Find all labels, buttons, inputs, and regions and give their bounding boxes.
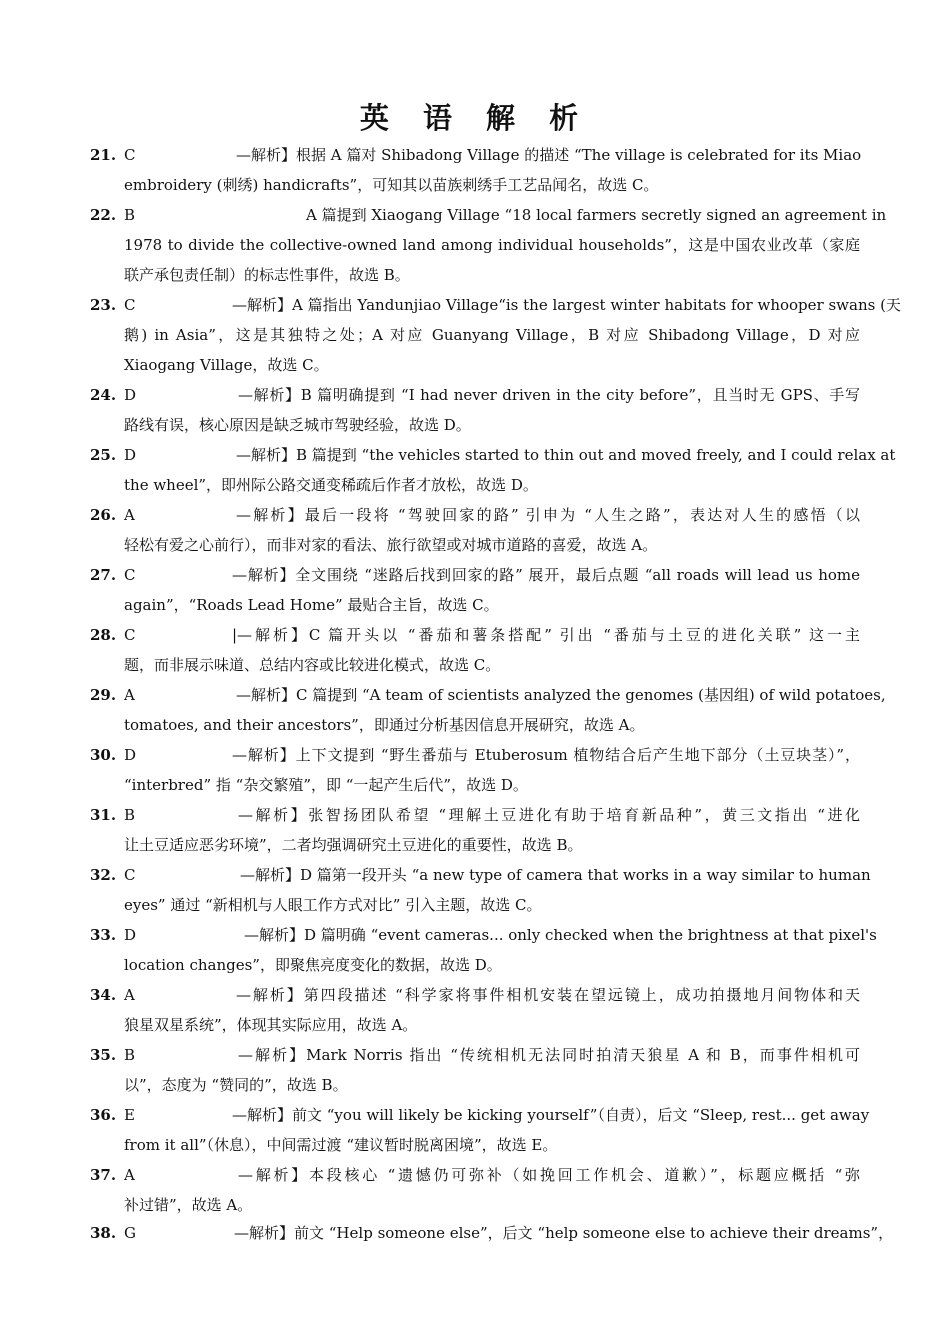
answer-choice: G — [124, 1224, 136, 1242]
explanation-continued: 1978 to divide the collective-owned land among individual households”，这是中国农业改革（家庭联产承包责任制）的标志性事件，故选 B。 — [124, 236, 860, 284]
explanation-continued: “interbred” 指 “杂交繁殖”，即 “一起产生后代”，故选 D。 — [124, 776, 528, 794]
explanation-first-line: —解析】D 篇第一段开头 “a new type of camera that works in a way similar to human — [240, 866, 871, 884]
answer-first-line — [90, 740, 860, 770]
answer-choice: D — [124, 746, 137, 764]
answer-item — [90, 1160, 860, 1220]
answer-item — [90, 860, 871, 920]
question-number: 37. — [90, 1166, 117, 1184]
explanation-first-line: |—解析】C 篇开头以 “番茄和薯条搭配” 引出 “番茄与土豆的进化关联” 这一主 — [232, 626, 860, 644]
explanation-first-line: —解析】Mark Norris 指出 “传统相机无法同时拍清天狼星 A 和 B，而事件相机可 — [238, 1046, 860, 1064]
explanation-first-line: —解析】B 篇明确提到 “I had never driven in the city before”，且当时无 GPS、手写 — [238, 386, 860, 404]
question-number: 35. — [90, 1046, 117, 1064]
question-number: 29. — [90, 686, 117, 704]
answer-first-line — [90, 200, 887, 230]
explanation-continued: 让土豆适应恶劣环境”，二者均强调研究土豆进化的重要性，故选 B。 — [124, 836, 583, 854]
answer-first-line — [90, 440, 896, 470]
question-number: 36. — [90, 1106, 117, 1124]
explanation-continued: 题，而非展示味道、总结内容或比较进化模式，故选 C。 — [124, 656, 501, 674]
answer-choice: B — [124, 1046, 136, 1064]
answer-choice: A — [124, 1166, 135, 1184]
answer-first-line — [90, 980, 860, 1010]
explanation-first-line: —解析】第四段描述 “科学家将事件相机安装在望远镜上，成功拍摄地月间物体和天 — [236, 986, 860, 1004]
answer-first-line — [90, 290, 901, 320]
explanation-first-line: A 篇提到 Xiaogang Village “18 local farmers secretly signed an agreement in — [306, 206, 887, 224]
explanation-continued: from it all”（休息），中间需过渡 “建议暂时脱离困境”，故选 E。 — [124, 1136, 558, 1154]
explanation-continued: 以”，态度为 “赞同的”，故选 B。 — [124, 1076, 348, 1094]
explanation-first-line: —解析】前文 “Help someone else”，后文 “help someone else to achieve their dreams”， — [234, 1224, 894, 1242]
answer-choice: A — [124, 686, 135, 704]
answer-item — [90, 140, 860, 200]
answer-choice: D — [124, 386, 137, 404]
answer-first-line — [90, 1040, 860, 1070]
explanation-first-line: —解析】根据 A 篇对 Shibadong Village 的描述 “The village is celebrated for its Miao — [236, 146, 862, 164]
answer-first-line — [90, 1218, 894, 1248]
question-number: 32. — [90, 866, 117, 884]
explanation-continued: eyes” 通过 “新相机与人眼工作方式对比” 引入主题，故选 C。 — [124, 896, 542, 914]
explanation-first-line: —解析】全文围绕 “迷路后找到回家的路” 展开，最后点题 “all roads will lead us home — [232, 566, 860, 584]
explanation-continued: 鹅) in Asia”，这是其独特之处；A 对应 Guanyang Village，B 对应 Shibadong Village，D 对应 Xiaogang Village，故选 C。 — [124, 326, 860, 374]
answer-choice: C — [124, 296, 136, 314]
answer-first-line — [90, 380, 860, 410]
answer-first-line — [90, 920, 877, 950]
explanation-continued: again”，“Roads Lead Home” 最贴合主旨，故选 C。 — [124, 596, 499, 614]
question-number: 38. — [90, 1224, 117, 1242]
explanation-first-line: —解析】C 篇提到 “A team of scientists analyzed the genomes (基因组) of wild potatoes, — [236, 686, 886, 704]
explanation-continued: tomatoes, and their ancestors”，即通过分析基因信息开展研究，故选 A。 — [124, 716, 645, 734]
answer-item — [90, 200, 887, 290]
answer-item — [90, 800, 860, 860]
answer-first-line — [90, 500, 860, 530]
answer-item — [90, 920, 877, 980]
question-number: 31. — [90, 806, 117, 824]
explanation-continued: embroidery (刺绣) handicrafts”，可知其以苗族刺绣手工艺品闻名，故选 C。 — [124, 176, 659, 194]
answer-choice: C — [124, 626, 136, 644]
question-number: 24. — [90, 386, 117, 404]
answer-item — [90, 680, 886, 740]
question-number: 33. — [90, 926, 117, 944]
question-number: 21. — [90, 146, 117, 164]
answer-first-line — [90, 620, 860, 650]
explanation-first-line: —解析】最后一段将 “驾驶回家的路” 引申为 “人生之路”，表达对人生的感悟（以 — [236, 506, 860, 524]
explanation-first-line: —解析】A 篇指出 Yandunjiao Village“is the largest winter habitats for whooper swans (天 — [232, 296, 901, 314]
answer-item — [90, 1218, 894, 1248]
answer-choice: E — [124, 1106, 135, 1124]
answer-first-line — [90, 800, 860, 830]
answer-choice: A — [124, 506, 135, 524]
question-number: 22. — [90, 206, 117, 224]
answer-choice: B — [124, 206, 136, 224]
explanation-continued: the wheel”，即州际公路交通变稀疏后作者才放松，故选 D。 — [124, 476, 538, 494]
explanation-first-line: —解析】B 篇提到 “the vehicles started to thin out and moved freely, and I could relax at — [236, 446, 896, 464]
question-number: 27. — [90, 566, 117, 584]
question-number: 30. — [90, 746, 117, 764]
page-title: 英 语 解 析 — [359, 101, 591, 135]
answer-first-line — [90, 1100, 870, 1130]
answer-first-line — [90, 680, 886, 710]
explanation-continued: 补过错”，故选 A。 — [124, 1196, 253, 1214]
explanation-first-line: —解析】上下文提到 “野生番茄与 Etuberosum 植物结合后产生地下部分（土豆块茎）”， — [232, 746, 860, 764]
explanation-first-line: —解析】前文 “you will likely be kicking yourself”（自责），后文 “Sleep, rest... get away — [232, 1106, 870, 1124]
question-number: 28. — [90, 626, 117, 644]
answer-item — [90, 620, 860, 680]
answer-choice: C — [124, 146, 136, 164]
answer-choice: C — [124, 866, 136, 884]
answer-choice: D — [124, 926, 137, 944]
explanation-continued: location changes”，即聚焦亮度变化的数据，故选 D。 — [124, 956, 502, 974]
explanation-continued: 狼星双星系统”，体现其实际应用，故选 A。 — [124, 1016, 418, 1034]
explanation-first-line: —解析】本段核心 “遗憾仍可弥补（如挽回工作机会、道歉）”，标题应概括 “弥 — [238, 1166, 860, 1184]
explanation-first-line: —解析】D 篇明确 “event cameras... only checked when the brightness at that pixel's — [244, 926, 877, 944]
answer-item — [90, 980, 860, 1040]
answer-item — [90, 440, 896, 500]
answer-item — [90, 290, 901, 380]
question-number: 34. — [90, 986, 117, 1004]
answer-item — [90, 740, 860, 800]
answer-first-line — [90, 860, 871, 890]
answer-first-line — [90, 140, 860, 170]
answer-first-line — [90, 560, 860, 590]
answer-item — [90, 560, 860, 620]
answer-item — [90, 1100, 870, 1160]
answer-item — [90, 500, 860, 560]
answer-choice: D — [124, 446, 137, 464]
answer-choice: A — [124, 986, 135, 1004]
answer-choice: B — [124, 806, 136, 824]
question-number: 23. — [90, 296, 117, 314]
explanation-first-line: —解析】张智扬团队希望 “理解土豆进化有助于培育新品种”，黄三文指出 “进化 — [238, 806, 860, 824]
answer-item — [90, 1040, 860, 1100]
answer-item — [90, 380, 860, 440]
answer-choice: C — [124, 566, 136, 584]
explanation-continued: 路线有误，核心原因是缺乏城市驾驶经验，故选 D。 — [124, 416, 471, 434]
answer-first-line — [90, 1160, 860, 1190]
question-number: 26. — [90, 506, 117, 524]
question-number: 25. — [90, 446, 117, 464]
explanation-continued: 轻松有爱之心前行），而非对家的看法、旅行欲望或对城市道路的喜爱，故选 A。 — [124, 536, 658, 554]
